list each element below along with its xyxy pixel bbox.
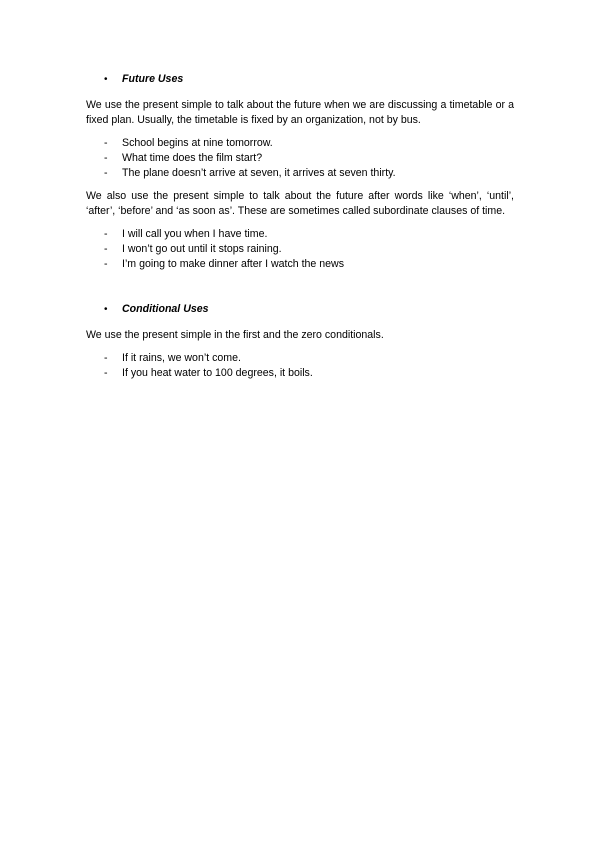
section-title: Conditional Uses [122, 303, 209, 315]
list-item-text: I will call you when I have time. [122, 228, 268, 240]
dash-icon: - [104, 167, 108, 179]
list-item-text: What time does the film start? [122, 152, 263, 164]
list-item [86, 166, 514, 181]
list-item-text: The plane doesn’t arrive at seven, it arrives at seven thirty. [122, 167, 396, 179]
example-list-timetable [86, 136, 514, 181]
list-item-text: If it rains, we won’t come. [122, 352, 241, 364]
list-item [86, 136, 514, 151]
list-item [86, 257, 514, 272]
dash-icon: - [104, 367, 108, 379]
list-item [86, 242, 514, 257]
section-title: Future Uses [122, 73, 184, 85]
list-item-text: If you heat water to 100 degrees, it boils. [122, 367, 313, 379]
section-spacer [86, 280, 514, 302]
example-list-subordinate [86, 227, 514, 272]
list-item [86, 366, 514, 381]
paragraph-conditional: We use the present simple in the first and the zero conditionals. [86, 329, 384, 341]
dash-icon: - [104, 243, 108, 255]
list-item-text: I won’t go out until it stops raining. [122, 243, 282, 255]
list-item [86, 227, 514, 242]
list-item-text: School begins at nine tomorrow. [122, 137, 273, 149]
bullet-icon: • [104, 74, 108, 85]
list-item-text: I’m going to make dinner after I watch the news [122, 258, 344, 270]
list-item [86, 351, 514, 366]
example-list-conditional [86, 351, 514, 381]
dash-icon: - [104, 228, 108, 240]
dash-icon: - [104, 137, 108, 149]
section-heading-future [86, 72, 514, 87]
section-heading-conditional [86, 302, 514, 317]
document-body [86, 72, 514, 389]
bullet-icon: • [104, 304, 108, 315]
paragraph-future-subordinate: We also use the present simple to talk about the future after words like ‘when’, ‘until’, ‘after’, ‘before’ and ‘as soon as’. These are sometimes called subordinate clauses of time. [86, 190, 514, 217]
list-item [86, 151, 514, 166]
dash-icon: - [104, 258, 108, 270]
dash-icon: - [104, 152, 108, 164]
dash-icon: - [104, 352, 108, 364]
paragraph-future-timetable: We use the present simple to talk about the future when we are discussing a timetable or a fixed plan. Usually, the timetable is fixed by an organization, not by bus. [86, 99, 514, 126]
